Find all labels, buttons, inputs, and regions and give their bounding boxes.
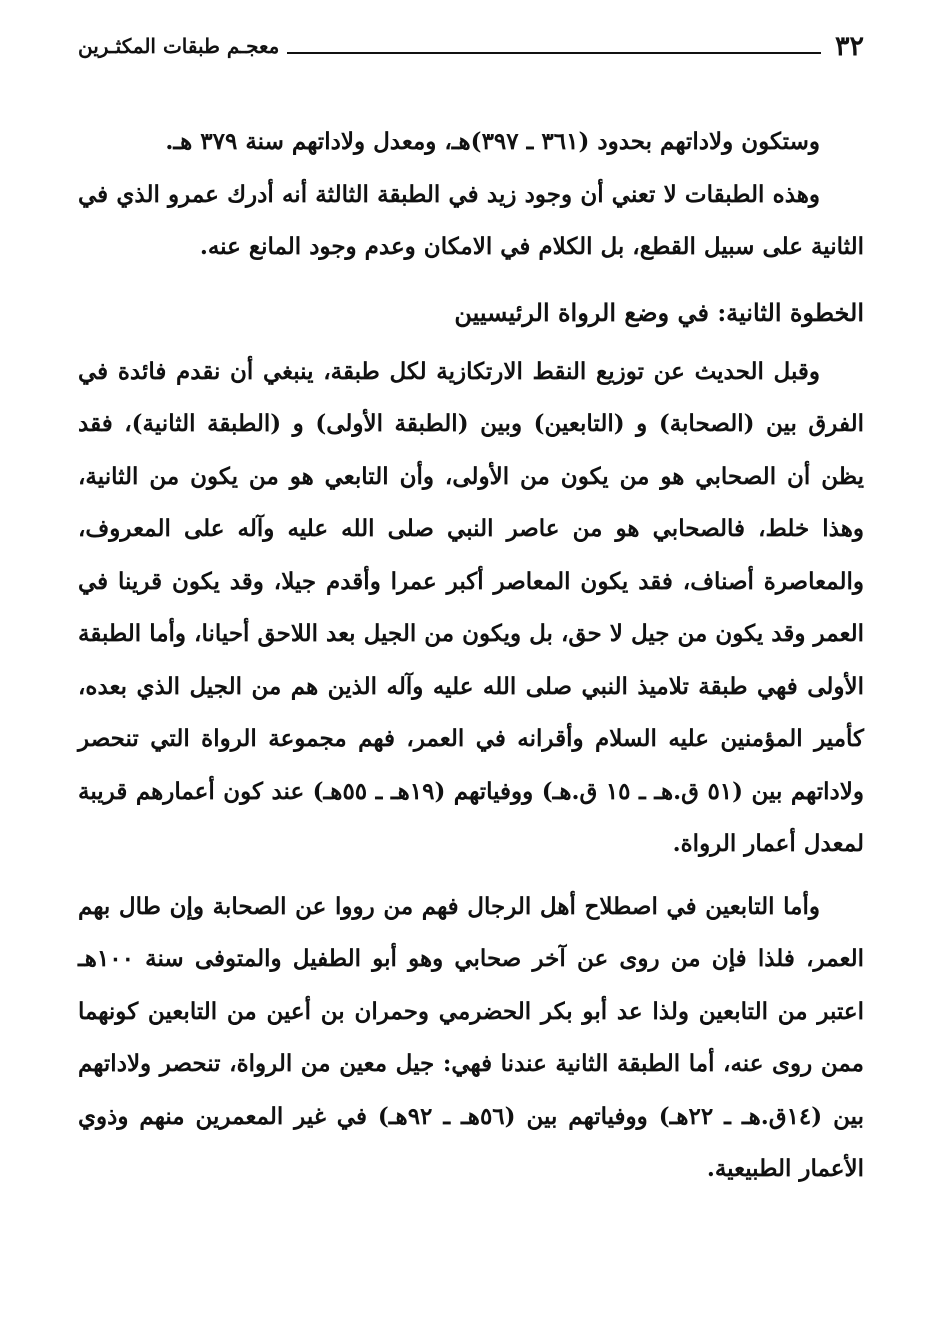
paragraph-1: وستكون ولاداتهم بحدود (٣٦١ ـ ٣٩٧)هـ، ومعدل ولاداتهم سنة ٣٧٩ هـ. [165, 128, 820, 155]
paragraph-2: وهذه الطبقات لا تعني أن وجود زيد في الطبقة الثالثة أنه أدرك عمرو الذي في الثانية على سبيل القطع، بل الكلام في الامكان وعدم وجود المانع عنه. [78, 180, 864, 260]
paragraph-3: وقبل الحديث عن توزيع النقط الارتكازية لكل طبقة، ينبغي أن نقدم فائدة في الفرق بين (الصحابة) و (التابعين) وبين (الطبقة الأولى) و (الطبقة الثانية)، فقد يظن أن الصحابي هو من يكون من الأولى، وأن التابعي هو من يكون من الثانية، وهذا خلط، فالصحابي هو من عاصر النبي صلى الله عليه وآله على المعروف، والمعاصرة أصناف، فقد يكون المعاصر أكبر عمرا وأقدم جيلا، وقد يكون قرينا في العمر وقد يكون من جيل لا حق، بل ويكون من الجيل بعد اللاحق أحيانا، وأما الطبقة الأولى فهي طبقة تلاميذ النبي صلى الله عليه وآله الذين هم من الجيل الذي بعده، كأمير المؤمنين عليه السلام وأقرانه في العمر، فهم مجموعة الرواة التي تنحصر ولاداتهم بين (٥١ ق.هـ ـ ١٥ ق.هـ) ووفياتهم (١٩هـ ـ ٥٥هـ) عند كون أعمارهم قريبة لمعدل أعمار الرواة. [78, 357, 865, 857]
section-heading: الخطوة الثانية: في وضع الرواة الرئيسيين [454, 297, 864, 327]
page-body [78, 116, 864, 1196]
header-rule [287, 52, 821, 54]
page-number: ٣٢ [834, 30, 864, 62]
page-header [78, 28, 864, 64]
paragraph-4: وأما التابعين في اصطلاح أهل الرجال فهم من رووا عن الصحابة وإن طال بهم العمر، فلذا فإن من روى عن آخر صحابي وهو أبو الطفيل والمتوفى سنة ١٠٠هـ اعتبر من التابعين ولذا عد أبو بكر الحضرمي وحمران بن أعين من التابعين كونهما ممن روى عنه، أما الطبقة الثانية عندنا فهي: جيل معين من الرواة، تنحصر ولاداتهم بين (١٤ق.هـ ـ ٢٢هـ) ووفياتهم بين (٥٦هـ ـ ٩٢هـ) في غير المعمرين منهم وذوي الأعمار الطبيعية. [78, 892, 864, 1182]
running-title: معجـم طبقات المكثـرين [78, 34, 280, 58]
